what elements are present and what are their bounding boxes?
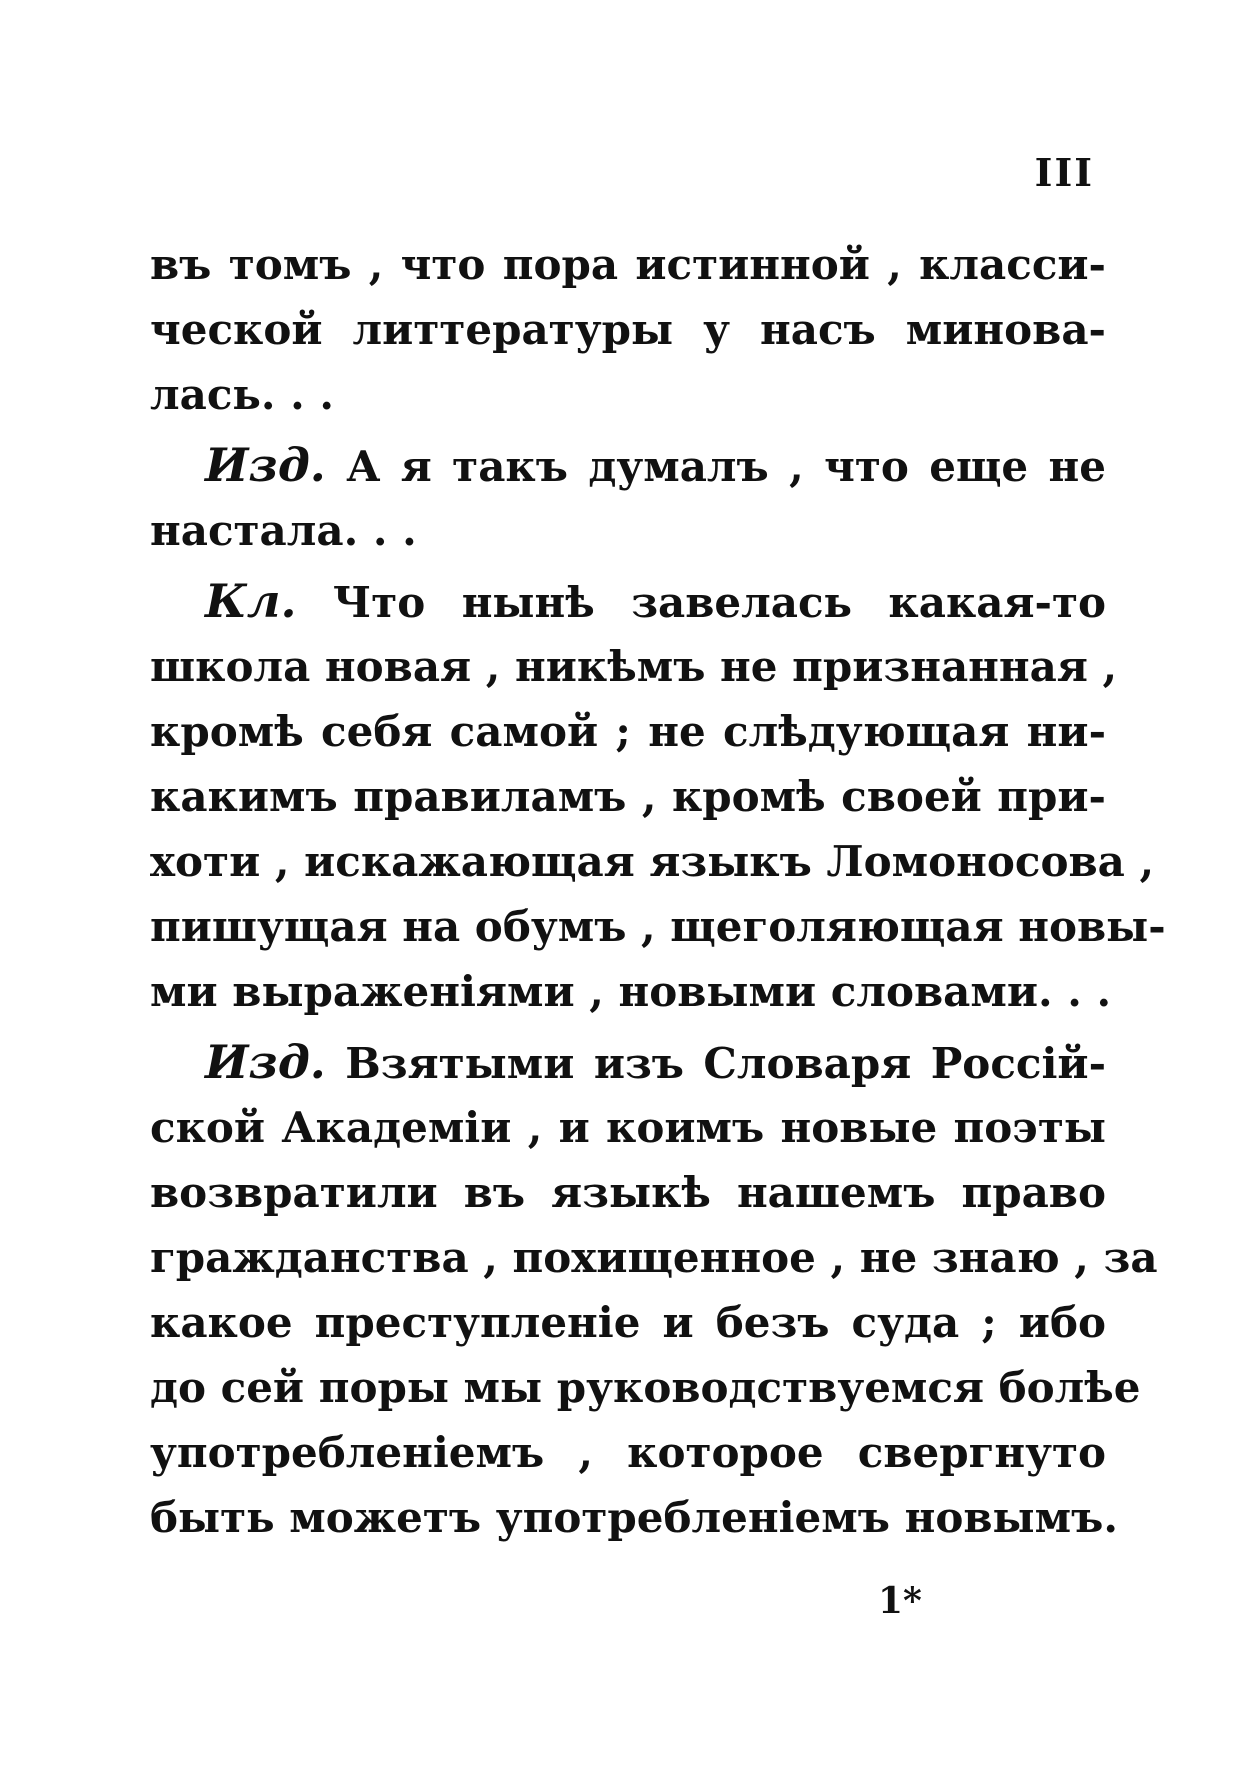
text-line: какимъ правиламъ , кромѣ своей при- <box>150 772 1106 821</box>
page-number: III <box>1034 150 1094 195</box>
text-line: быть можетъ употребленіемъ новымъ. <box>150 1493 1118 1542</box>
text-line: школа новая , никѣмъ не признанная , <box>150 642 1118 691</box>
text-line: кромѣ себя самой ; не слѣдующая ни- <box>150 707 1106 756</box>
text-line: возвратили въ языкѣ нашемъ право <box>150 1168 1106 1217</box>
speaker-label: Изд. <box>205 1035 326 1089</box>
text-line: ской Академіи , и коимъ новые поэты <box>150 1103 1106 1152</box>
text-line: употребленіемъ , которое свергнуто <box>150 1428 1106 1477</box>
text-line: Изд. А я такъ думалъ , что еще не <box>205 438 1106 492</box>
text-line: Кл. Что нынѣ завелась какая-то <box>205 574 1106 628</box>
text-line: пишущая на обумъ , щеголяющая новы- <box>150 902 1166 951</box>
text-line: до сей поры мы руководствуемся болѣе <box>150 1363 1141 1412</box>
text-line: ческой литтературы у насъ минова- <box>150 305 1106 354</box>
text-line: въ томъ , что пора истинной , класси- <box>150 240 1106 289</box>
text-line: хоти , искажающая языкъ Ломоносова , <box>150 837 1155 886</box>
text-line: настала. . . <box>150 506 417 555</box>
body-text <box>150 232 1166 1550</box>
text-line: какое преступленіе и безъ суда ; ибо <box>150 1298 1106 1347</box>
text-line: гражданства , похищенное , не знаю , за <box>150 1233 1158 1282</box>
text-line: Изд. Взятыми изъ Словаря Россій- <box>205 1035 1107 1089</box>
speaker-label: Кл. <box>205 574 297 628</box>
text-line: лась. . . <box>150 370 335 419</box>
speaker-label: Изд. <box>205 438 326 492</box>
signature-mark: 1* <box>878 1580 922 1622</box>
text-line: ми выраженіями , новыми словами. . . <box>150 967 1112 1016</box>
